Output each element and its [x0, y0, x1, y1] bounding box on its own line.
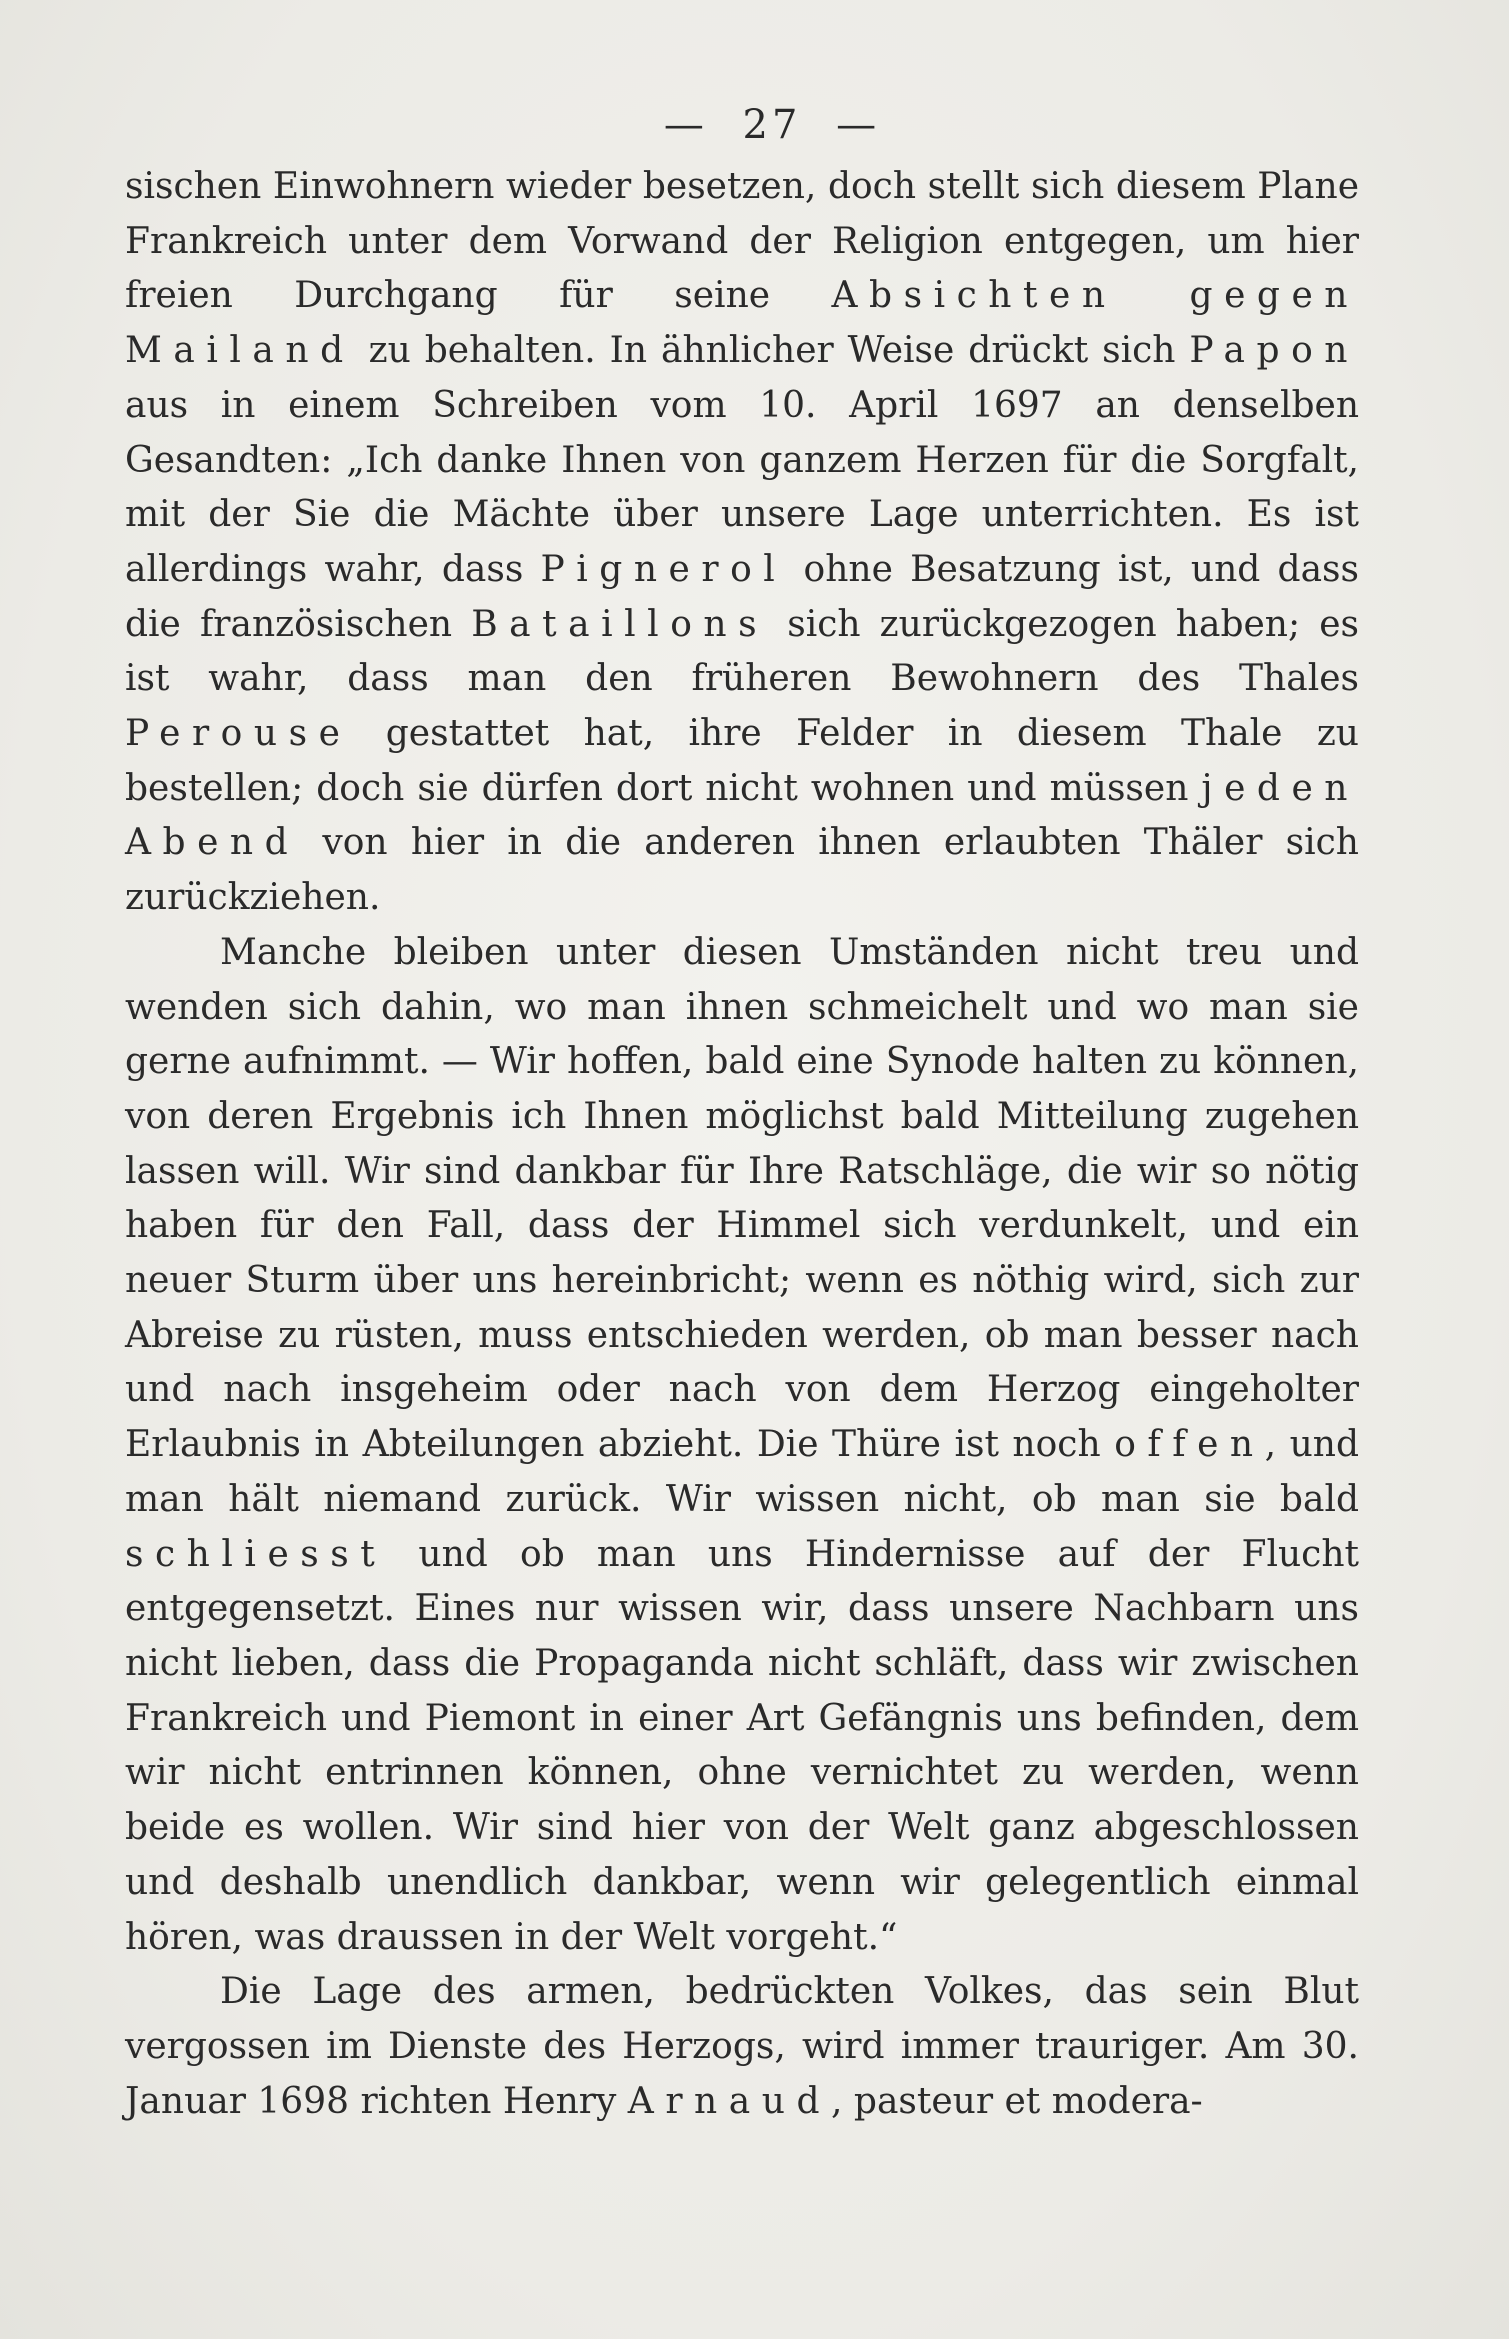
text-run: zu behalten. In ähnlicher Weise drückt sich — [354, 330, 1190, 372]
header-dash-right: — — [836, 102, 881, 148]
text-run: aus in einem Schreiben vom 10. April 1697 an denselben Gesandten: „Ich danke Ihnen von ganzem Herzen für die Sorgfalt, mit der Sie die Mächte über unsere Lage unterrichten. Es ist allerdings wahr, dass — [125, 384, 1359, 590]
paragraph — [125, 160, 1359, 926]
paragraph — [125, 1965, 1359, 2129]
spaced-emphasis: Arnaud — [627, 2080, 832, 2122]
text-run: Die Lage des armen, bedrückten Volkes, das sein Blut vergossen im Dienste des Herzogs, wird immer trauriger. Am 30. Januar 1698 richten Henry — [125, 1971, 1359, 2122]
spaced-emphasis: Perouse — [125, 713, 352, 755]
text-run: sischen Einwohnern wieder besetzen, doch stellt sich diesem Plane Frankreich unter dem Vorwand der Religion entgegen, um hier freien Durchgang für seine — [125, 166, 1359, 317]
text-run: und ob man uns Hindernisse auf der Flucht entgegensetzt. Eines nur wissen wir, dass unsere Nachbarn uns nicht lieben, dass die Propaganda nicht schläft, dass wir zwischen Frankreich und Piemont in einer Art Gefängnis uns befinden, dem wir nicht entrinnen können, ohne vernichtet zu werden, wenn beide es wollen. Wir sind hier von der Welt ganz abgeschlossen und deshalb unendlich dankbar, wenn wir gelegentlich einmal hören, was draussen in der Welt vorgeht.“ — [125, 1533, 1359, 1958]
spaced-emphasis: offen — [1114, 1424, 1265, 1466]
header-dash-left: — — [663, 102, 708, 148]
text-run: von hier in die anderen ihnen erlaubten Thäler sich zurückziehen. — [125, 822, 1359, 919]
text-run: , pasteur et modera- — [831, 2080, 1203, 2122]
page-header — [185, 90, 1359, 160]
spaced-emphasis: Pignerol — [540, 548, 787, 590]
page-number: 27 — [742, 102, 802, 148]
text-run: gestattet hat, ihre Felder in diesem Thale zu bestellen; doch sie dürfen dort nicht wohnen und müssen — [125, 713, 1359, 809]
text-run: ohne Besatzung ist, und dass die französischen — [125, 548, 1360, 645]
spaced-emphasis: schliesst — [125, 1533, 387, 1575]
spaced-emphasis: Papon — [1189, 330, 1359, 372]
body-text — [125, 160, 1359, 2129]
spaced-emphasis: Bataillons — [471, 603, 769, 645]
spaced-emphasis: Absichten gegen Mailand — [125, 275, 1359, 372]
text-run: Manche bleiben unter diesen Umständen nicht treu und wenden sich dahin, wo man ihnen schmeichelt und wo man sie gerne aufnimmt. — Wir hoffen, bald eine Synode halten zu können, von deren Ergebnis ich Ihnen möglichst bald Mitteilung zugehen lassen will. Wir sind dankbar für Ihre Ratschläge, die wir so nötig haben für den Fall, dass der Himmel sich verdunkelt, und ein neuer Sturm über uns hereinbricht; wenn es nöthig wird, sich zur Abreise zu rüsten, muss entschieden werden, ob man besser nach und nach insgeheim oder nach von dem Herzog eingeholter Erlaubnis in Abteilungen abzieht. Die Thüre ist noch — [125, 931, 1359, 1466]
spaced-emphasis: jeden Abend — [125, 767, 1359, 864]
text-run: , und man hält niemand zurück. Wir wissen nicht, ob man sie bald — [125, 1424, 1359, 1520]
paragraph — [125, 926, 1359, 1965]
text-run: sich zurückgezogen haben; es ist wahr, dass man den früheren Bewohnern des Thales — [125, 603, 1359, 700]
